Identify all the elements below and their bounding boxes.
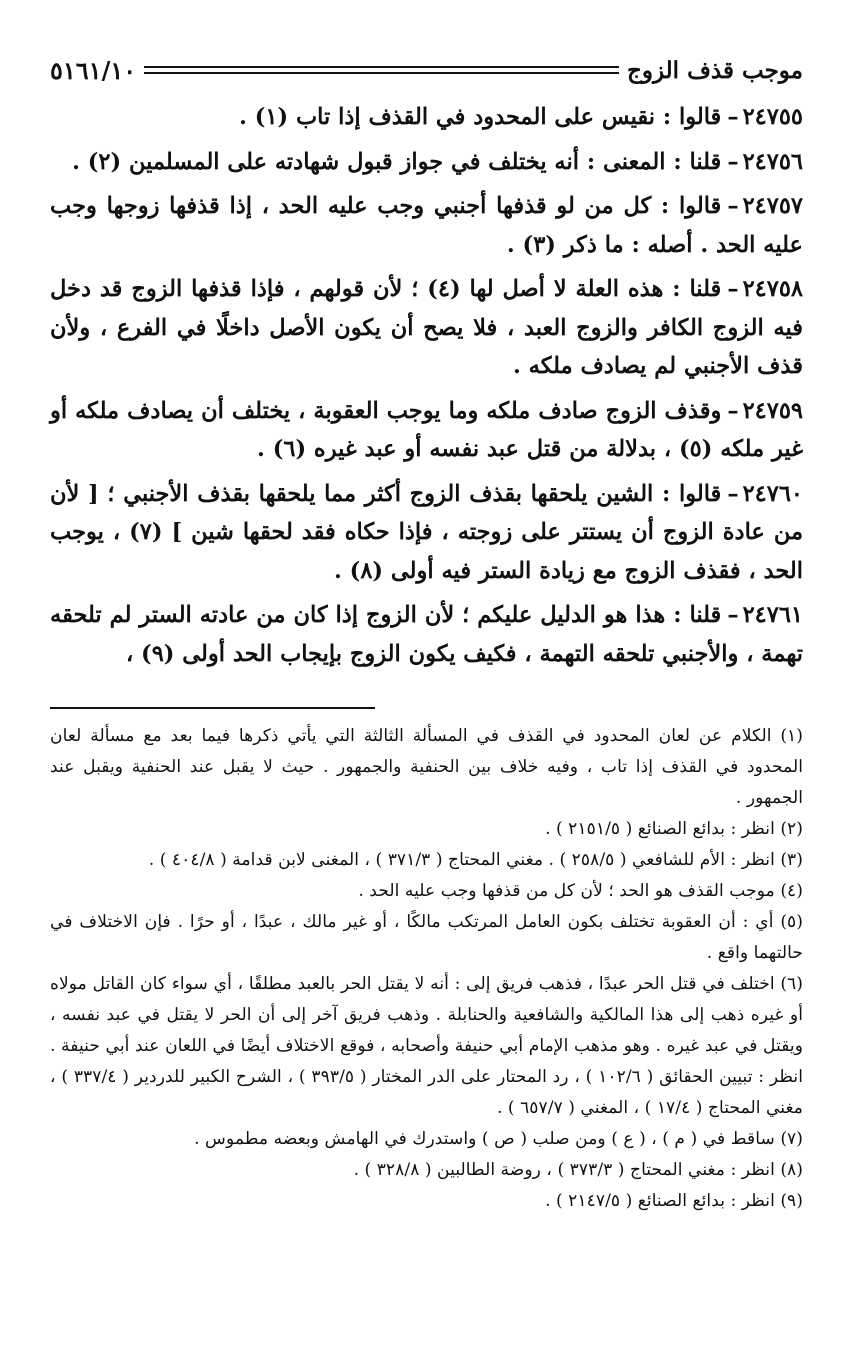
paragraph-text: قلنا : هذه العلة لا أصل لها (٤) ؛ لأن قولهم ، فإذا قذفها الزوج قد دخل فيه الزوج الكافر والزوج العبد ، فلا يصح أن يكون الأصل داخلًا في الفرع ، ولأن قذف الأجنبي لم يصادف ملكه . [50,276,803,379]
footnote-separator-wrap [50,707,803,709]
running-header [50,50,803,90]
header-rule [144,66,619,74]
footnotes [50,721,803,1217]
paragraph-number: ٢٤٧٦١ [742,602,803,628]
footnote: (٩) انظر : بدائع الصنائع ( ٢١٤٧/٥ ) . [545,1191,803,1211]
paragraph-number: ٢٤٧٥٨ [742,276,803,302]
footnote: (١) الكلام عن لعان المحدود في القذف في المسألة الثالثة التي يأتي ذكرها فيما بعد مع مسألة لعان المحدود في القذف إذا تاب ، وفيه خلاف بين الحنفية والجمهور . حيث لا يقبل عند الحنفية ويقبل عند الجمهور . [50,726,803,808]
paragraph-text: قالوا : كل من لو قذفها أجنبي وجب عليه الحد ، إذا قذفها زوجها وجب عليه الحد . أصله : ما ذكر (٣) . [50,193,803,258]
footnote: (٤) موجب القذف هو الحد ؛ لأن كل من قذفها وجب عليه الحد . [358,881,803,901]
footnote: (٢) انظر : بدائع الصنائع ( ٢١٥١/٥ ) . [545,819,803,839]
paragraph-number: ٢٤٧٥٥ [742,104,803,130]
paragraph: ٢٤٧٥٦–قلنا : المعنى : أنه يختلف في جواز قبول شهادته على المسلمين (٢) . [72,148,803,175]
footnote: (٥) أي : أن العقوبة تختلف بكون العامل المرتكب مالكًا ، أو غير مالك ، عبدًا ، أو حرًا . فإن الاختلاف في حالتهما واقع . [50,912,803,963]
main-text [50,98,803,673]
footnote-separator [50,707,375,709]
paragraph: ٢٤٧٦٠–قالوا : الشين يلحقها بقذف الزوج أكثر مما يلحقها بقذف الأجنبي ؛ [ لأن من عادة الزوج أن يستتر على زوجته ، فإذا حكاه فقد لحقها شين ] (٧) ، يوجب الحد ، فقذف الزوج مع زيادة الستر فيه أولى (٨) . [50,480,803,584]
paragraph-number: ٢٤٧٥٧ [742,193,803,219]
paragraph-number: ٢٤٧٦٠ [742,480,803,507]
footnote: (٣) انظر : الأم للشافعي ( ٢٥٨/٥ ) . مغني المحتاج ( ٣٧١/٣ ) ، المغنى لابن قدامة ( ٤٠٤/٨ ) . [148,850,803,870]
paragraph-text: وقذف الزوج صادف ملكه وما يوجب العقوبة ، يختلف أن يصادف ملكه أو غير ملكه (٥) ، بدلالة من قتل عبد نفسه أو عبد غيره (٦) . [50,397,803,462]
paragraph-number: ٢٤٧٥٩ [742,397,803,424]
paragraph-text: قالوا : الشين يلحقها بقذف الزوج أكثر مما يلحقها بقذف الأجنبي ؛ [ لأن من عادة الزوج أن يستتر على زوجته ، فإذا حكاه فقد لحقها شين ] (٧) ، يوجب الحد ، فقذف الزوج مع زيادة الستر فيه أولى (٨) . [50,480,803,584]
paragraph: ٢٤٧٦١–قلنا : هذا هو الدليل عليكم ؛ لأن الزوج إذا كان من عادته الستر لم تلحقه تهمة ، والأجنبي تلحقه التهمة ، فكيف يكون الزوج بإيجاب الحد أولى (٩) ، [50,602,803,667]
paragraph: ٢٤٧٥٥–قالوا : نقيس على المحدود في القذف إذا تاب (١) . [239,104,803,130]
paragraph: ٢٤٧٥٨–قلنا : هذه العلة لا أصل لها (٤) ؛ لأن قولهم ، فإذا قذفها الزوج قد دخل فيه الزوج الكافر والزوج العبد ، فلا يصح أن يكون الأصل داخلًا في الفرع ، ولأن قذف الأجنبي لم يصادف ملكه . [50,276,803,379]
footnote: (٧) ساقط في ( م ) ، ( ع ) ومن صلب ( ص ) واستدرك في الهامش وبعضه مطموس . [194,1129,803,1149]
page-reference: ٥١٦١/١٠ [50,55,137,85]
paragraph: ٢٤٧٥٧–قالوا : كل من لو قذفها أجنبي وجب عليه الحد ، إذا قذفها زوجها وجب عليه الحد . أصله : ما ذكر (٣) . [50,193,803,258]
footnote: (٨) انظر : مغني المحتاج ( ٣٧٣/٣ ) ، روضة الطالبين ( ٣٢٨/٨ ) . [353,1160,803,1180]
paragraph-text: قلنا : المعنى : أنه يختلف في جواز قبول شهادته على المسلمين (٢) . [72,148,722,175]
footnote: (٦) اختلف في قتل الحر عبدًا ، فذهب فريق إلى : أنه لا يقتل الحر بالعبد مطلقًا ، أي سواء كان القاتل مولاه أو غيره ذهب إلى هذا المالكية والشافعية والحنابلة . وذهب فريق آخر إلى أن الحر لا يقتل في عبد نفسه ، ويقتل في عبد غيره . وهو مذهب الإمام أبي حنيفة وأصحابه ، فوقع الاختلاف أيضًا في اللعان عند أبي حنيفة . انظر : تبيين الحقائق ( ١٠٢/٦ ) ، رد المحتار على الدر المختار ( ٣٩٣/٥ ) ، الشرح الكبير للدردير ( ٣٣٧/٤ ) ، مغني المحتاج ( ١٧/٤ ) ، المغني ( ٦٥٧/٧ ) . [50,974,803,1118]
paragraph: ٢٤٧٥٩–وقذف الزوج صادف ملكه وما يوجب العقوبة ، يختلف أن يصادف ملكه أو غير ملكه (٥) ، بدلالة من قتل عبد نفسه أو عبد غيره (٦) . [50,397,803,462]
paragraph-number: ٢٤٧٥٦ [742,148,803,175]
paragraph-text: قالوا : نقيس على المحدود في القذف إذا تاب (١) . [239,104,722,130]
paragraph-text: قلنا : هذا هو الدليل عليكم ؛ لأن الزوج إذا كان من عادته الستر لم تلحقه تهمة ، والأجنبي تلحقه التهمة ، فكيف يكون الزوج بإيجاب الحد أولى (٩) ، [50,602,803,667]
header-title: موجب قذف الزوج [627,56,803,84]
